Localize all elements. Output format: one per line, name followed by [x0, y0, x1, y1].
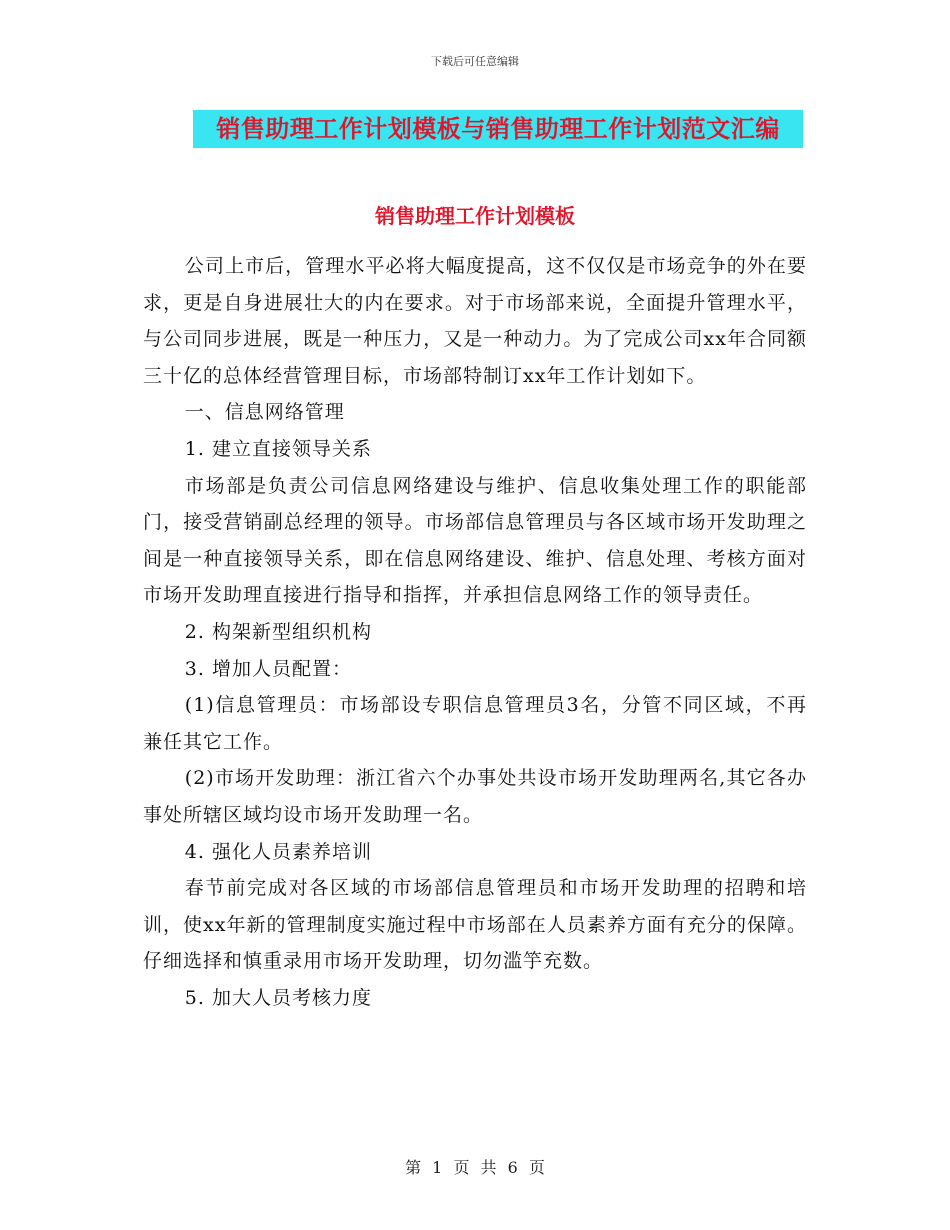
paragraph-info-manager: (1)信息管理员：市场部设专职信息管理员3名，分管不同区域，不再兼任其它工作。 [143, 694, 807, 753]
paragraph-leadership: 市场部是负责公司信息网络建设与维护、信息收集处理工作的职能部门，接受营销副总经理的领导。市场部信息管理员与各区域市场开发助理之间是一种直接领导关系，即在信息网络建设、维护、信息处理、考核方面对市场开发助理直接进行指导和指挥，并承担信息网络工作的领导责任。 [143, 474, 807, 607]
document-title: 销售助理工作计划模板与销售助理工作计划范文汇编 [216, 115, 780, 143]
subheading-training: 4. 强化人员素养培训 [184, 840, 372, 863]
heading-info-network: 一、信息网络管理 [184, 401, 345, 424]
document-title-highlight [193, 110, 803, 148]
subheading-staffing: 3. 增加人员配置： [184, 657, 352, 680]
subheading-leadership: 1. 建立直接领导关系 [184, 437, 372, 460]
document-body [143, 248, 807, 1016]
subheading-assessment: 5. 加大人员考核力度 [184, 986, 372, 1009]
subheading-organization: 2. 构架新型组织机构 [184, 620, 372, 643]
section-title: 销售助理工作计划模板 [375, 204, 575, 228]
paragraph-training: 春节前完成对各区域的市场部信息管理员和市场开发助理的招聘和培训，使xx年新的管理制度实施过程中市场部在人员素养方面有充分的保障。仔细选择和慎重录用市场开发助理，切勿滥竽充数。 [143, 877, 807, 973]
header-note: 下载后可任意编辑 [431, 55, 519, 68]
paragraph-intro: 公司上市后，管理水平必将大幅度提高，这不仅仅是市场竞争的外在要求，更是自身进展壮大的内在要求。对于市场部来说，全面提升管理水平，与公司同步进展，既是一种压力，又是一种动力。为了完成公司xx年合同额三十亿的总体经营管理目标，市场部特制订xx年工作计划如下。 [143, 255, 807, 387]
page-footer: 第 1 页 共 6 页 [405, 1158, 545, 1177]
paragraph-market-assistant: (2)市场开发助理：浙江省六个办事处共设市场开发助理两名,其它各办事处所辖区域均设市场开发助理一名。 [143, 767, 807, 826]
